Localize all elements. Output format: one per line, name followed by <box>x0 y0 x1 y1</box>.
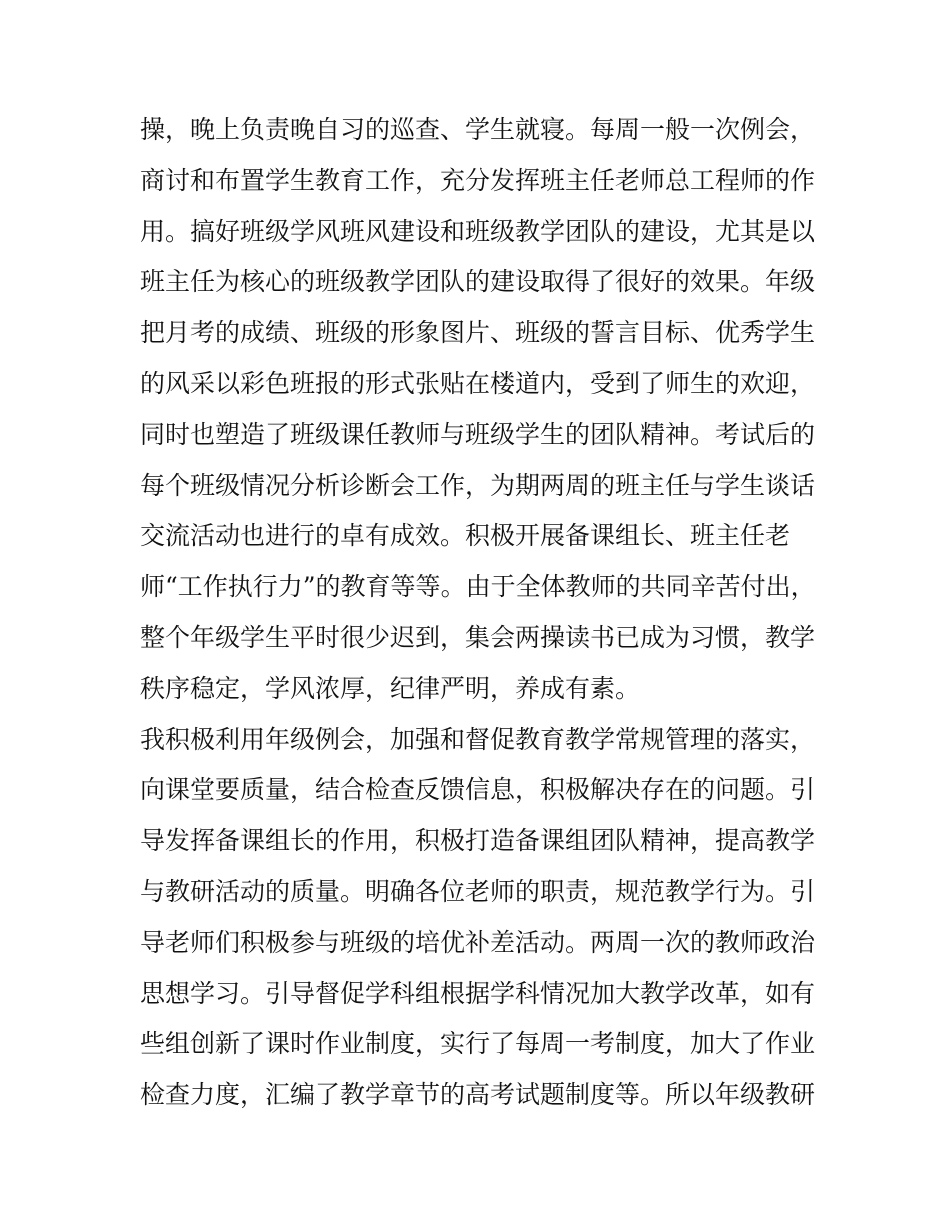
text-line: 每个班级情况分析诊断会工作，为期两周的班主任与学生谈话 <box>140 470 816 500</box>
text-line: 同时也塑造了班级课任教师与班级学生的团队精神。考试后的 <box>140 419 816 449</box>
text-line: 师“工作执行力”的教育等等。由于全体教师的共同辛苦付出， <box>140 572 816 602</box>
text-line: 把月考的成绩、班级的形象图片、班级的誓言目标、优秀学生 <box>140 318 816 348</box>
text-line: 班主任为核心的班级教学团队的建设取得了很好的效果。年级 <box>140 267 816 297</box>
text-line: 与教研活动的质量。明确各位老师的职责，规范教学行为。引 <box>140 876 816 906</box>
text-line: 秩序稳定，学风浓厚，纪律严明，养成有素。 <box>140 673 641 703</box>
text-line: 思想学习。引导督促学科组根据学科情况加大教学改革，如有 <box>140 978 816 1008</box>
text-line: 导老师们积极参与班级的培优补差活动。两周一次的教师政治 <box>140 927 816 957</box>
text-line: 用。搞好班级学风班风建设和班级教学团队的建设，尤其是以 <box>140 216 816 246</box>
body-text <box>140 105 820 1121</box>
text-line: 导发挥备课组长的作用，积极打造备课组团队精神，提高教学 <box>140 826 816 856</box>
text-line: 商讨和布置学生教育工作，充分发挥班主任老师总工程师的作 <box>140 165 816 195</box>
text-line: 向课堂要质量，结合检查反馈信息，积极解决存在的问题。引 <box>140 775 816 805</box>
text-line: 操，晚上负责晚自习的巡查、学生就寝。每周一般一次例会， <box>140 115 816 144</box>
text-line: 检查力度，汇编了教学章节的高考试题制度等。所以年级教研 <box>140 1080 816 1110</box>
text-line: 整个年级学生平时很少迟到，集会两操读书已成为习惯，教学 <box>140 622 816 652</box>
text-line: 的风采以彩色班报的形式张贴在楼道内，受到了师生的欢迎， <box>140 368 816 398</box>
text-line: 我积极利用年级例会，加强和督促教育教学常规管理的落实， <box>140 724 816 754</box>
text-line: 些组创新了课时作业制度，实行了每周一考制度，加大了作业 <box>140 1029 816 1059</box>
text-line: 交流活动也进行的卓有成效。积极开展备课组长、班主任老 <box>140 521 791 551</box>
